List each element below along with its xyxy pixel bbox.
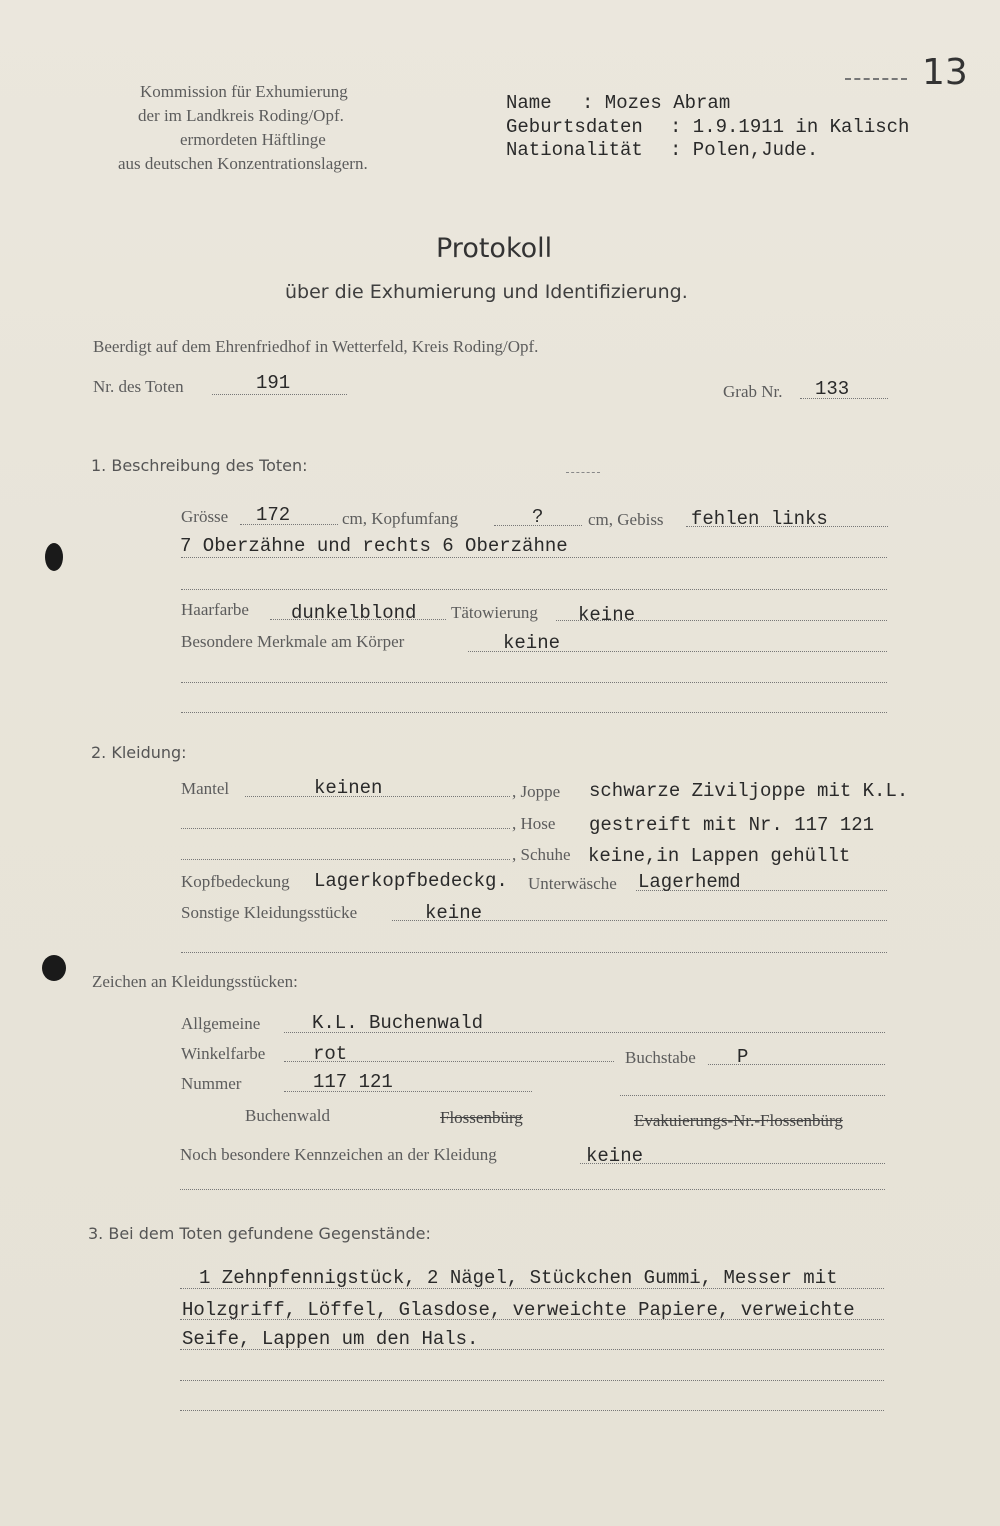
items-text-3: Seife, Lappen um den Hals. [182, 1328, 479, 1350]
kopfumfang-label: cm, Kopfumfang [342, 509, 459, 528]
section-1-heading: 1. Beschreibung des Toten: [91, 456, 308, 475]
commission-line-4: aus deutschen Konzentrationslagern. [118, 154, 368, 173]
commission-line-1: Kommission für Exhumierung [140, 82, 348, 101]
gebiss-value: fehlen links [691, 508, 828, 530]
joppe-label: , Joppe [512, 782, 561, 801]
blank-line [181, 682, 887, 683]
commission-line-3: ermordeten Häftlinge [180, 130, 326, 149]
schuhe-value: keine,in Lappen gehüllt [588, 845, 851, 867]
winkelfarbe-label: Winkelfarbe [181, 1044, 266, 1063]
mantel-label: Mantel [181, 779, 230, 798]
buchenwald-label: Buchenwald [245, 1106, 330, 1125]
groesse-label: Grösse [181, 507, 229, 526]
nationality-value: : Polen,Jude. [670, 139, 819, 161]
kopfbedeckung-label: Kopfbedeckung [181, 872, 290, 891]
nummer-label: Nummer [181, 1074, 242, 1093]
items-text-1: 1 Zehnpfennigstück, 2 Nägel, Stückchen Gummi, Messer mit [199, 1267, 838, 1289]
nummer-field-line-right [620, 1095, 885, 1096]
haarfarbe-value: dunkelblond [291, 602, 417, 624]
taetowierung-label: Tätowierung [451, 603, 538, 622]
merkmale-label: Besondere Merkmale am Körper [181, 632, 405, 651]
marks-heading: Zeichen an Kleidungsstücken: [92, 972, 298, 991]
kopfbedeckung-value: Lagerkopfbedeckg. [314, 870, 508, 892]
name-label: Name [506, 92, 552, 114]
evakuierungs-label: Evakuierungs-Nr.-Flossenbürg [634, 1111, 843, 1130]
nr-label: Nr. des Toten [93, 377, 184, 396]
blank-line [180, 1189, 885, 1190]
merkmale-value: keine [503, 632, 561, 654]
gebiss-cont-line [181, 557, 887, 558]
nummer-value: 117 121 [313, 1071, 393, 1093]
page-number: 13 [922, 52, 968, 93]
unterwaesche-label: Unterwäsche [528, 874, 617, 893]
buchstabe-field-line [708, 1064, 885, 1065]
hose-value: gestreift mit Nr. 117 121 [589, 814, 875, 836]
commission-line-2: der im Landkreis Roding/Opf. [138, 106, 344, 125]
groesse-value: 172 [256, 504, 291, 526]
sonstige-label: Sonstige Kleidungsstücke [181, 903, 358, 922]
allgemeine-value: K.L. Buchenwald [312, 1012, 484, 1034]
kopfumfang-value: ? [532, 506, 544, 528]
noch-value: keine [586, 1145, 644, 1167]
buchstabe-value: P [737, 1046, 749, 1068]
items-text-2: Holzgriff, Löffel, Glasdose, verweichte Papiere, verweichte [182, 1299, 855, 1321]
section-2-heading: 2. Kleidung: [91, 743, 187, 762]
schuhe-field-line-left [181, 859, 510, 860]
unterwaesche-value: Lagerhemd [638, 871, 741, 893]
name-value: : Mozes Abram [582, 92, 731, 114]
document-subtitle: über die Exhumierung und Identifizierung. [285, 281, 688, 303]
blank-line [180, 1410, 884, 1411]
nr-field-line [212, 394, 347, 395]
schuhe-label: , Schuhe [512, 845, 571, 864]
dash-mark [566, 472, 600, 473]
blank-line [180, 1380, 884, 1381]
haarfarbe-label: Haarfarbe [181, 600, 249, 619]
nationality-label: Nationalität [506, 139, 643, 161]
burial-line: Beerdigt auf dem Ehrenfriedhof in Wetterfeld, Kreis Roding/Opf. [93, 337, 539, 356]
gebiss-label: cm, Gebiss [588, 510, 664, 529]
mantel-value: keinen [314, 777, 383, 799]
winkelfarbe-value: rot [313, 1043, 348, 1065]
sonstige-value: keine [425, 902, 483, 924]
blank-line [181, 589, 887, 590]
nr-value: 191 [256, 372, 291, 394]
dash-mark [845, 78, 907, 80]
punch-hole [45, 543, 63, 571]
grab-value: 133 [815, 378, 850, 400]
joppe-value: schwarze Ziviljoppe mit K.L. [589, 780, 909, 802]
document-title: Protokoll [436, 233, 553, 264]
grab-label: Grab Nr. [723, 382, 783, 401]
allgemeine-label: Allgemeine [181, 1014, 261, 1033]
section-3-heading: 3. Bei dem Toten gefundene Gegenstände: [88, 1224, 431, 1243]
blank-line [181, 952, 887, 953]
noch-label: Noch besondere Kennzeichen an der Kleidung [180, 1145, 497, 1164]
buchstabe-label: Buchstabe [625, 1048, 696, 1067]
birth-value: : 1.9.1911 in Kalisch [670, 116, 910, 138]
taetowierung-value: keine [578, 604, 636, 626]
flossenburg-label: Flossenbürg [440, 1108, 523, 1127]
punch-hole [42, 955, 66, 981]
hose-field-line-left [181, 828, 510, 829]
hose-label: , Hose [512, 814, 556, 833]
birth-label: Geburtsdaten [506, 116, 643, 138]
blank-line [181, 712, 887, 713]
gebiss-continuation: 7 Oberzähne und rechts 6 Oberzähne [180, 535, 568, 557]
